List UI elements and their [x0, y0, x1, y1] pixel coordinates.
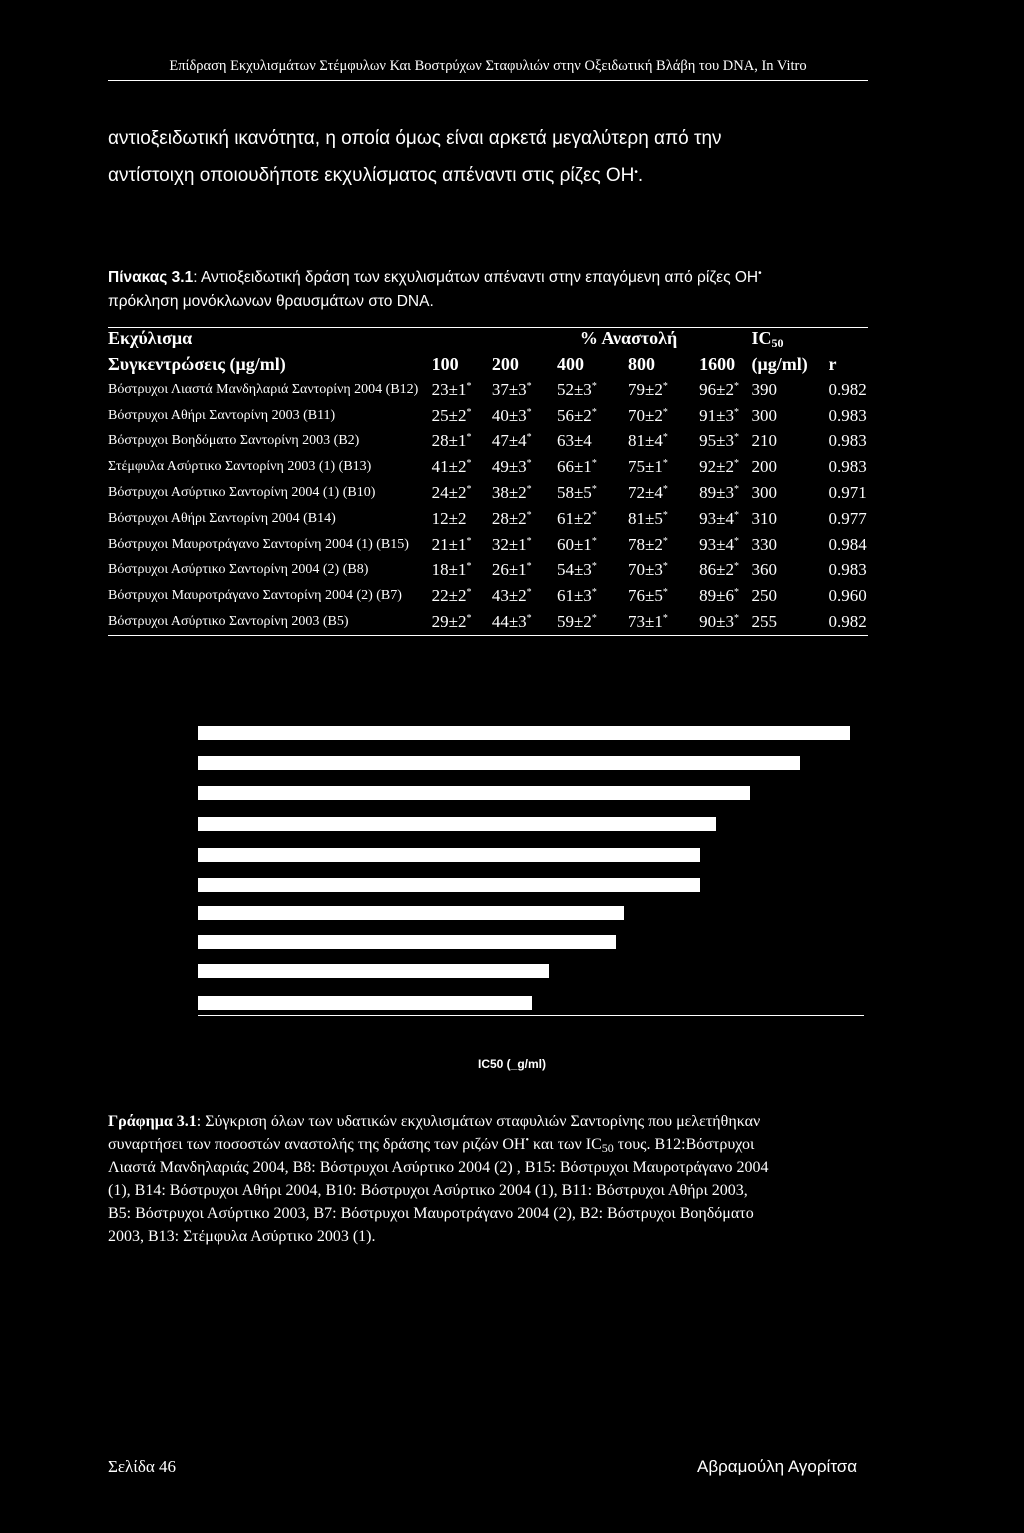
cell-ic50: 310	[751, 508, 777, 528]
cell-r: 0.971	[828, 483, 867, 503]
chart-bar	[198, 996, 532, 1010]
chart-bar	[198, 726, 850, 740]
cell-v800: 75±1*	[628, 457, 668, 477]
cell-v1600: 86±2*	[699, 560, 739, 580]
col-conc-header: Συγκεντρώσεις (μg/ml)	[108, 353, 286, 374]
table-caption: Πίνακας 3.1: Αντιοξειδωτική δράση των εκχυλισμάτων απέναντι στην επαγόμενη από ρίζες OH• πρόκληση μονόκλωνων θραυσμάτων στο DNA.	[108, 268, 762, 310]
cell-v800: 79±2*	[628, 379, 668, 399]
chart-bar	[198, 756, 800, 770]
cell-r: 0.983	[828, 405, 867, 425]
cell-v200: 38±2*	[491, 483, 532, 503]
cell-v1600: 92±2*	[699, 457, 739, 477]
page-number: Σελίδα 46	[108, 1457, 177, 1476]
header-rule	[108, 80, 868, 81]
cell-v400: 60±1*	[556, 534, 597, 554]
cell-v800: 70±3*	[628, 560, 668, 580]
cell-ic50: 210	[751, 431, 777, 451]
chart-x-label: IC50 (_g/ml)	[478, 1057, 547, 1071]
cell-v1600: 89±6*	[699, 586, 739, 606]
cell-name: Βόστρυχοι Ασύρτικο Σαντορίνη 2004 (1) (Β10)	[108, 485, 376, 501]
cell-v1600: 96±2*	[699, 379, 739, 399]
cell-ic50: 255	[751, 612, 777, 632]
cell-v400: 58±5*	[556, 483, 597, 503]
cell-v1600: 90±3*	[699, 612, 739, 632]
cell-ic50: 250	[751, 586, 777, 606]
cell-name: Βόστρυχοι Αθήρι Σαντορίνη 2003 (Β11)	[108, 407, 336, 423]
table-header-row-2: Συγκεντρώσεις (μg/ml) 100 200 400 800 1600 (μg/ml) r	[108, 351, 868, 377]
cell-v200: 26±1*	[491, 560, 532, 580]
cell-v200: 32±1*	[491, 534, 532, 554]
cell-v100: 25±2*	[431, 405, 472, 425]
table-row	[108, 506, 868, 532]
table-caption-label: Πίνακας 3.1	[108, 269, 194, 286]
cell-name: Βόστρυχοι Μαυροτράγανο Σαντορίνη 2004 (2) (Β7)	[108, 588, 402, 604]
cell-v100: 12±2	[431, 508, 467, 528]
chart-bar	[198, 817, 716, 831]
chart-bar	[198, 935, 616, 949]
cell-v200: 40±3*	[491, 405, 532, 425]
chart-bar	[198, 964, 549, 978]
table-row	[108, 583, 868, 609]
cell-v100: 22±2*	[431, 586, 472, 606]
cell-name: Βόστρυχοι Αθήρι Σαντορίνη 2004 (Β14)	[108, 510, 336, 526]
table-row	[108, 480, 868, 506]
cell-v100: 21±1*	[431, 534, 472, 554]
cell-v200: 44±3*	[491, 612, 532, 632]
cell-name: Βόστρυχοι Λιαστά Μανδηλαριά Σαντορίνη 2004 (Β12)	[108, 381, 419, 397]
table-row	[108, 609, 868, 635]
cell-v100: 41±2*	[431, 457, 472, 477]
chart-bar	[198, 878, 700, 892]
cell-r: 0.983	[828, 560, 867, 580]
table-row	[108, 429, 868, 455]
cell-v200: 49±3*	[491, 457, 532, 477]
cell-r: 0.977	[828, 508, 867, 528]
cell-r: 0.982	[828, 379, 867, 399]
cell-v200: 43±2*	[491, 586, 532, 606]
chart-bar	[198, 786, 750, 800]
cell-ic50: 360	[751, 560, 777, 580]
table-row	[108, 403, 868, 429]
cell-v400: 59±2*	[556, 612, 597, 632]
figure-caption: Γράφημα 3.1: Σύγκριση όλων των υδατικών εκχυλισμάτων σταφυλιών Σαντορίνης που μελετήθηκαν συναρτήσει των ποσοστών αναστολής της δράσης των ριζών OH• και των $IC_{50}$ τους. Β12:Βόστρυχοι Λιαστά Μανδηλαριάς 2004, Β8: Βόστρυχοι Ασύρτικο 2004 (2) , Β15: Βόστρυχοι Μαυροτράγανο 2004 (1), Β14: Βόστρυχοι Αθήρι 2004, Β10: Βόστρυχοι Ασύρτικο 2004 (1), Β11: Βόστρυχοι Αθήρι 2003, Β5: Βόστρυχοι Ασύρτικο 2003, Β7: Βόστρυχοι Μαυροτράγανο 2004 (2), Β2: Βόστρυχοι Βοηδόματο 2003, Β13: Στέμφυλα Ασύρτικο 2003 (1).	[108, 1113, 769, 1245]
cell-v200: 37±3*	[491, 379, 532, 399]
cell-name: Βόστρυχοι Ασύρτικο Σαντορίνη 2004 (2) (Β8)	[108, 562, 369, 578]
intro-line-2: αντίστοιχη οποιουδήποτε εκχυλίσματος απέναντι στις ρίζες OH•.	[108, 165, 644, 186]
chart-bar	[198, 906, 624, 920]
table-row	[108, 454, 868, 480]
cell-v200: 47±4*	[491, 431, 532, 451]
cell-v800: 81±5*	[628, 508, 668, 528]
table-bottom-rule	[108, 635, 868, 636]
cell-ic50: 390	[751, 379, 777, 399]
table-header-row-1	[108, 325, 868, 351]
cell-v100: 29±2*	[431, 612, 472, 632]
col-inhibition-header: % Αναστολή	[579, 327, 678, 348]
inhibition-table	[108, 325, 868, 635]
intro-line-1: αντιοξειδωτική ικανότητα, η οποία όμως είναι αρκετά μεγαλύτερη από την	[108, 128, 722, 149]
cell-v400: 54±3*	[556, 560, 597, 580]
cell-v1600: 95±3*	[699, 431, 739, 451]
cell-r: 0.983	[828, 431, 867, 451]
cell-v1600: 93±4*	[699, 534, 739, 554]
cell-v400: 61±2*	[556, 508, 597, 528]
cell-v400: 52±3*	[556, 379, 597, 399]
cell-v800: 72±4*	[628, 483, 668, 503]
table-row	[108, 558, 868, 584]
cell-v400: 63±4	[556, 431, 592, 451]
cell-r: 0.984	[828, 534, 867, 554]
running-header: Επίδραση Εκχυλισμάτων Στέμφυλων Και Βοστρύχων Σταφυλιών στην Οξειδωτική Βλάβη του DNA, In Vitro	[169, 58, 807, 74]
author-name: Αβραμούλη Αγορίτσα	[697, 1457, 858, 1476]
cell-v800: 81±4*	[628, 431, 668, 451]
cell-v800: 73±1*	[628, 612, 668, 632]
cell-ic50: 300	[751, 405, 777, 425]
cell-name: Βόστρυχοι Μαυροτράγανο Σαντορίνη 2004 (1) (Β15)	[108, 536, 409, 552]
chart-axis	[198, 1015, 864, 1016]
cell-v200: 28±2*	[491, 508, 532, 528]
cell-v800: 76±5*	[628, 586, 668, 606]
cell-v1600: 89±3*	[699, 483, 739, 503]
col-ic50-header: $IC_{50}$	[751, 327, 784, 350]
cell-v400: 56±2*	[556, 405, 597, 425]
cell-v800: 78±2*	[628, 534, 668, 554]
cell-name: Βόστρυχοι Ασύρτικο Σαντορίνη 2003 (Β5)	[108, 614, 349, 630]
cell-name: Στέμφυλα Ασύρτικο Σαντορίνη 2003 (1) (Β13)	[108, 459, 372, 475]
cell-name: Βόστρυχοι Βοηδόματο Σαντορίνη 2003 (Β2)	[108, 433, 360, 449]
chart-bar	[198, 848, 700, 862]
cell-ic50: 200	[751, 457, 777, 477]
cell-ic50: 330	[751, 534, 777, 554]
cell-v400: 61±3*	[556, 586, 597, 606]
cell-r: 0.982	[828, 612, 867, 632]
table-row	[108, 377, 868, 403]
cell-r: 0.983	[828, 457, 867, 477]
cell-v100: 23±1*	[431, 379, 472, 399]
cell-v100: 28±1*	[431, 431, 472, 451]
cell-v400: 66±1*	[556, 457, 597, 477]
cell-r: 0.960	[828, 586, 867, 606]
cell-v1600: 91±3*	[699, 405, 739, 425]
table-row	[108, 532, 868, 558]
cell-v800: 70±2*	[628, 405, 668, 425]
col-extract-header: Εκχύλισμα	[108, 327, 193, 348]
cell-ic50: 300	[751, 483, 777, 503]
cell-v100: 18±1*	[431, 560, 472, 580]
cell-v100: 24±2*	[431, 483, 472, 503]
cell-v1600: 93±4*	[699, 508, 739, 528]
figure-caption-label: Γράφημα 3.1	[108, 1113, 197, 1130]
